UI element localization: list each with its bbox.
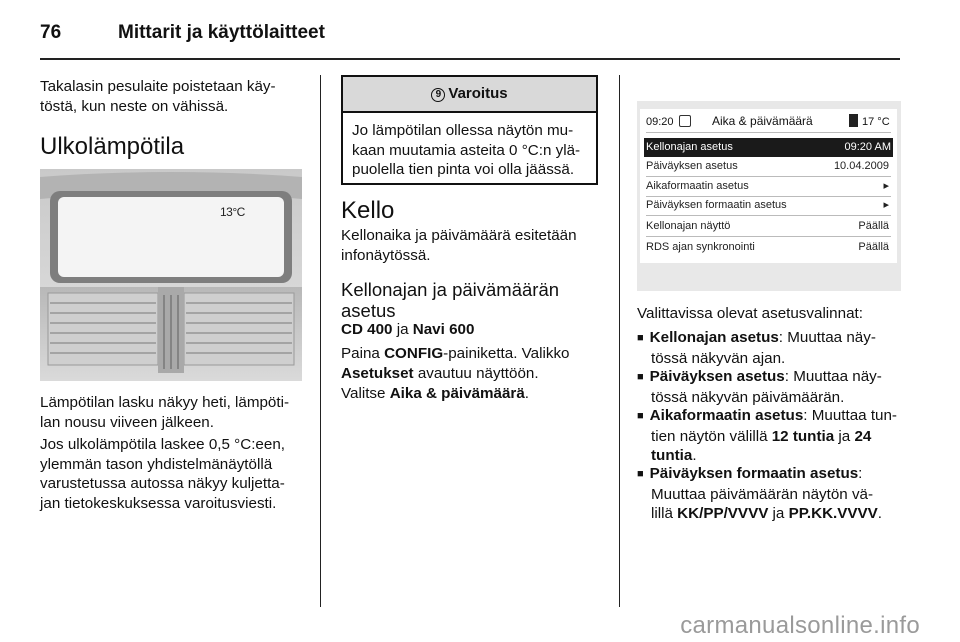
screen-header: [640, 109, 897, 133]
bullet-item-1: [637, 328, 907, 368]
row-value: 10.04.2009: [833, 160, 889, 172]
text-span: .: [877, 505, 883, 522]
select-line: [341, 384, 529, 404]
text-line: [637, 446, 907, 466]
text-span: :: [858, 465, 863, 482]
text-span: ja: [768, 505, 789, 522]
text-span: : Muuttaa tun-: [803, 407, 897, 424]
text-line: asetus: [341, 300, 396, 321]
format-kk-pp-vvvv: KK/PP/VVVV: [677, 505, 769, 522]
page-number: 76: [40, 22, 62, 43]
text-line: [637, 406, 907, 427]
config-key: CONFIG: [384, 345, 444, 362]
text-line: ylemmän tason yhdistelmänäytöllä: [40, 455, 273, 473]
temperature-paragraph-1: [40, 393, 312, 432]
screen-title: Aika & päivämäärä: [712, 114, 813, 128]
text-span: tien näytön välillä: [651, 427, 772, 445]
divider: [646, 215, 891, 216]
row-label: Aikaformaatin asetus: [646, 180, 749, 192]
bullet-term: Päiväyksen formaatin asetus: [649, 465, 859, 482]
bullet-icon: ■: [637, 410, 644, 422]
temperature-paragraph-2: [40, 435, 312, 513]
text-span: Valitse: [341, 385, 390, 402]
model-cd400: CD 400: [341, 321, 393, 338]
row-label: RDS ajan synkronointi: [646, 241, 755, 253]
screen-row-paivayksen-formaatin-asetus[interactable]: [646, 196, 891, 215]
row-label: Päiväyksen asetus: [646, 160, 738, 172]
warning-text: [352, 121, 592, 180]
text-span: : Muuttaa näy-: [778, 329, 876, 346]
screen-temp: 17 °C: [862, 116, 890, 128]
kello-paragraph: [341, 226, 606, 265]
warning-title: Varoitus: [448, 85, 508, 102]
divider: [646, 132, 891, 133]
bullet-item-3: [637, 406, 907, 466]
asetukset-term: Asetukset: [341, 364, 414, 382]
text-span: lillä: [651, 505, 678, 522]
settings-screen: [640, 109, 897, 263]
section-heading-kello: Kello: [341, 197, 395, 224]
option-24h: 24: [854, 427, 872, 445]
text-line: Kellonajan ja päivämäärän: [341, 279, 560, 300]
screen-row-kellonajan-naytto[interactable]: [646, 217, 891, 236]
option-12h: 12 tuntia: [771, 427, 835, 445]
text-span: : Muuttaa näy-: [784, 368, 882, 385]
chevron-right-icon: ▸: [883, 180, 889, 192]
text-line: tössä näkyvän ajan.: [651, 349, 786, 367]
model-navi600: Navi 600: [412, 321, 475, 338]
text-line: [637, 464, 907, 485]
header-divider: [40, 58, 900, 60]
screen-row-rds-ajan-synkronointi[interactable]: [646, 238, 891, 257]
bullet-term: Aikaformaatin asetus: [649, 407, 804, 424]
warning-box: [341, 75, 598, 185]
row-label: Kellonajan näyttö: [646, 220, 731, 232]
screen-row-paivayksen-asetus[interactable]: [646, 157, 891, 176]
bullet-item-4: [637, 464, 907, 524]
column-divider-2: [619, 75, 620, 607]
column-divider-1: [320, 75, 321, 607]
text-span: .: [524, 385, 530, 402]
row-value: 09:20 AM: [844, 141, 891, 153]
warning-header: [343, 77, 596, 113]
intro-paragraph: [40, 77, 310, 116]
instrument-display-illustration: [40, 169, 302, 381]
bullet-item-2: [637, 367, 907, 407]
text-span: .: [692, 447, 697, 464]
text-line: Takalasin pesulaite poistetaan käy-: [40, 78, 276, 95]
text-span: -painiketta. Valikko: [443, 345, 570, 362]
divider: [646, 236, 891, 237]
chevron-right-icon: ▸: [883, 199, 889, 211]
text-span: ja: [392, 321, 413, 338]
screen-time: 09:20: [646, 116, 674, 128]
subsection-heading: [341, 279, 606, 321]
text-span: avautuu näyttöön.: [413, 364, 539, 382]
text-span: Paina: [341, 345, 385, 362]
option-24h-cont: tuntia: [651, 447, 693, 464]
section-heading-ulkolampotila: Ulkolämpötila: [40, 133, 185, 160]
text-line: varustetussa autossa näkyy kuljetta-: [40, 475, 285, 492]
bullet-term: Päiväyksen asetus: [649, 368, 785, 385]
text-line: Muuttaa päivämäärän näytön vä-: [651, 485, 874, 503]
row-value: Päällä: [858, 241, 889, 253]
aika-term: Aika & päivämäärä: [389, 385, 525, 402]
text-line: Lämpötilan lasku näkyy heti, lämpöti-: [40, 394, 290, 411]
text-line: töstä, kun neste on vähissä.: [40, 97, 229, 115]
text-line: [637, 427, 907, 447]
format-pp-kk-vvvv: PP.KK.VVVV: [788, 505, 878, 522]
bullet-term: Kellonajan asetus: [649, 329, 779, 346]
text-line: [637, 504, 907, 524]
settings-screen-image: [637, 101, 901, 291]
refresh-icon: [679, 115, 691, 127]
text-line: kaan muutamia asteita 0 °C:n ylä-: [352, 141, 581, 159]
car-display-photo: [40, 169, 302, 381]
text-line: [637, 367, 907, 388]
text-line: Kellonaika ja päivämäärä esitetään: [341, 227, 577, 244]
models-line: [341, 320, 474, 340]
page-header-title: Mittarit ja käyttölaitteet: [118, 22, 325, 43]
text-line: tössä näkyvän päivämäärän.: [651, 388, 845, 406]
display-temperature: 13°C: [220, 205, 245, 219]
watermark: carmanualsonline.info: [680, 612, 920, 639]
config-paragraph: [341, 344, 606, 383]
text-line: lan nousu viiveen jälkeen.: [40, 413, 214, 431]
text-span: ja: [834, 427, 855, 445]
bullet-icon: ■: [637, 371, 644, 383]
text-line: [341, 344, 606, 364]
options-intro: Valittavissa olevat asetusvalinnat:: [637, 305, 863, 322]
thermometer-icon: [849, 114, 858, 127]
bullet-icon: ■: [637, 332, 644, 344]
text-line: infonäytössä.: [341, 246, 431, 264]
screen-row-aikaformaatin-asetus[interactable]: [646, 177, 891, 196]
warning-icon: 9: [431, 88, 445, 102]
text-line: Jo lämpötilan ollessa näytön mu-: [352, 122, 574, 139]
text-line: [341, 364, 606, 384]
row-value: Päällä: [858, 220, 889, 232]
text-line: [637, 328, 907, 349]
screen-row-kellonajan-asetus[interactable]: [644, 138, 893, 157]
text-line: Jos ulkolämpötila laskee 0,5 °C:een,: [40, 436, 285, 453]
row-label: Päiväyksen formaatin asetus: [646, 199, 787, 211]
text-line: puolella tien pinta voi olla jäässä.: [352, 161, 575, 178]
row-label: Kellonajan asetus: [646, 141, 733, 153]
bullet-icon: ■: [637, 468, 644, 480]
text-line: jan tietokeskuksessa varoitusviesti.: [40, 494, 277, 512]
